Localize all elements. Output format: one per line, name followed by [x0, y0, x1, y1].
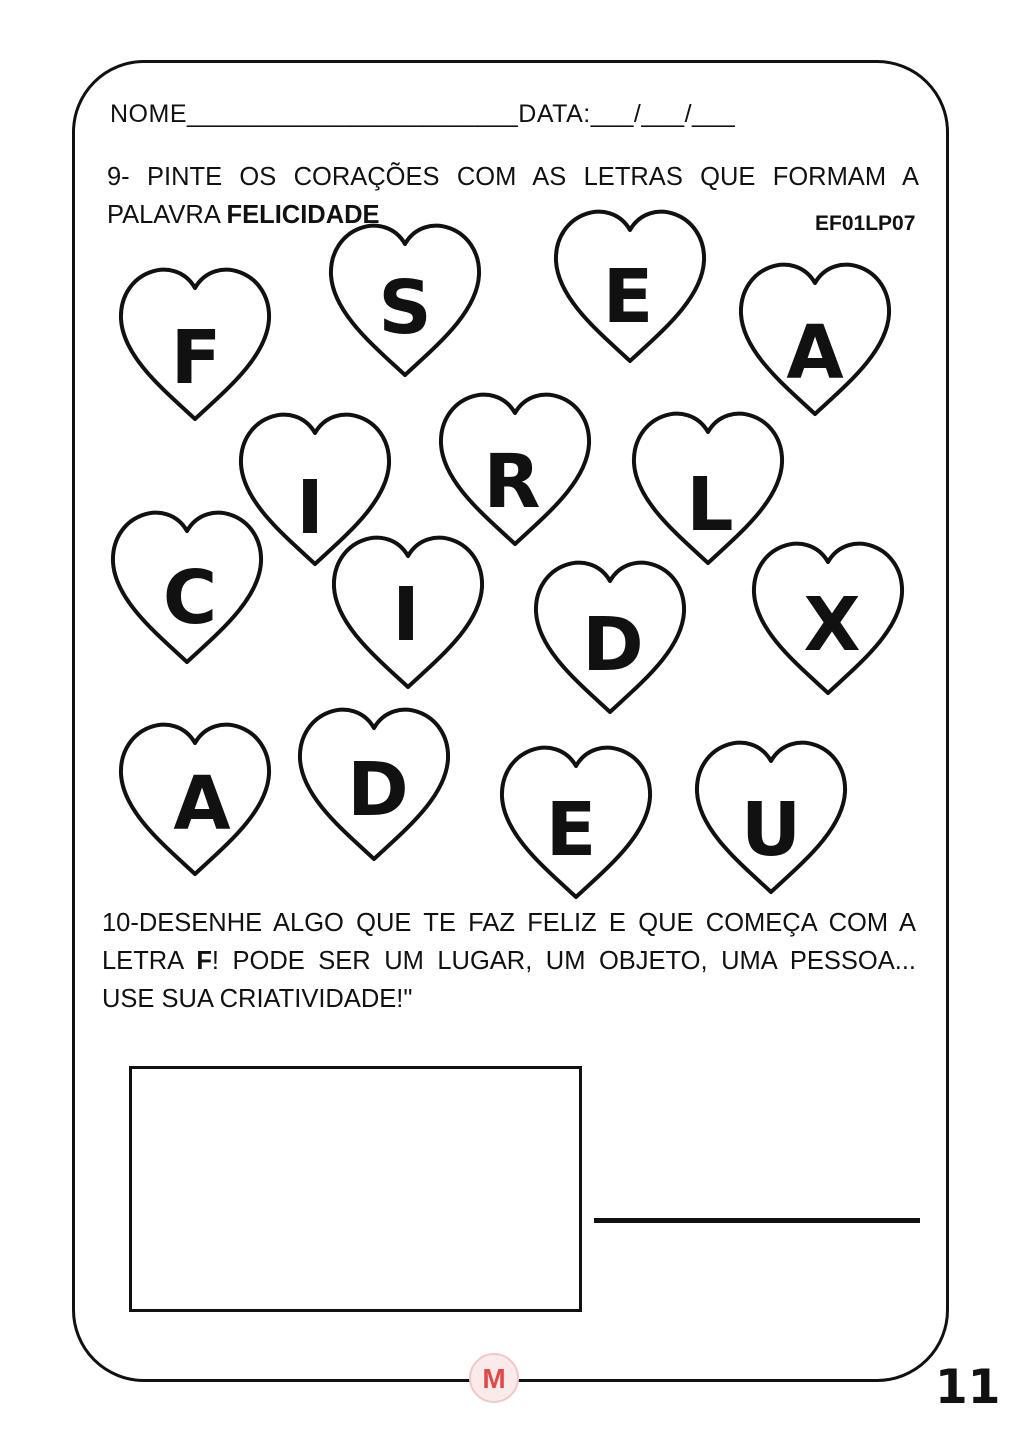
name-label: NOME [110, 100, 187, 128]
question-10-text: 10-DESENHE ALGO QUE TE FAZ FELIZ E QUE COMEÇA COM A LETRA [102, 909, 916, 975]
heart-letter: E [602, 254, 654, 340]
heart-11[interactable] [754, 544, 902, 693]
heart-letter: S [378, 265, 432, 351]
heart-letter: D [347, 747, 409, 833]
heart-9[interactable] [334, 538, 482, 687]
heart-letter: X [803, 582, 861, 668]
heart-2[interactable] [331, 226, 479, 375]
heart-letter: E [545, 787, 597, 873]
date-label: DATA: [518, 100, 591, 128]
heart-letter: A [173, 761, 231, 847]
answer-line[interactable] [594, 1218, 920, 1223]
heart-letter: C [162, 555, 218, 641]
heart-letter: F [170, 315, 222, 401]
date-field[interactable]: ___/___/___ [590, 100, 736, 128]
heart-letter: L [686, 462, 734, 548]
heart-10[interactable] [536, 563, 684, 712]
heart-14[interactable] [502, 748, 650, 897]
heart-13[interactable] [300, 710, 448, 859]
brand-logo [468, 1352, 520, 1404]
skill-code: EF01LP07 [815, 212, 916, 235]
question-9-text: 9- PINTE OS CORAÇÕES COM AS LETRAS QUE FORMAM A PALAVRA [107, 163, 919, 229]
heart-8[interactable] [113, 513, 261, 662]
heart-4[interactable] [741, 265, 889, 414]
heart-15[interactable] [697, 743, 845, 892]
name-field[interactable]: _______________________ [187, 100, 519, 128]
heart-12[interactable] [121, 725, 269, 874]
question-10-text-end: ! PODE SER UM LUGAR, UM OBJETO, UMA PESSOA... USE SUA CRIATIVIDADE!" [102, 947, 916, 1013]
heart-letter: U [740, 787, 802, 873]
heart-7[interactable] [634, 414, 782, 563]
question-10 [102, 904, 916, 1018]
heart-letter: A [786, 310, 844, 396]
heart-1[interactable] [121, 270, 269, 419]
heart-3[interactable] [556, 212, 704, 361]
heart-6[interactable] [441, 395, 589, 544]
heart-letter: I [296, 465, 324, 551]
heart-letter: I [392, 572, 420, 658]
logo-letter: M [482, 1363, 506, 1394]
target-word: FELICIDADE [226, 201, 380, 229]
drawing-box[interactable] [129, 1066, 582, 1312]
question-10-letter: F [196, 947, 212, 975]
page-number: 11 [935, 1360, 1001, 1415]
heart-letter: R [483, 439, 541, 525]
heart-letter: D [582, 602, 644, 688]
